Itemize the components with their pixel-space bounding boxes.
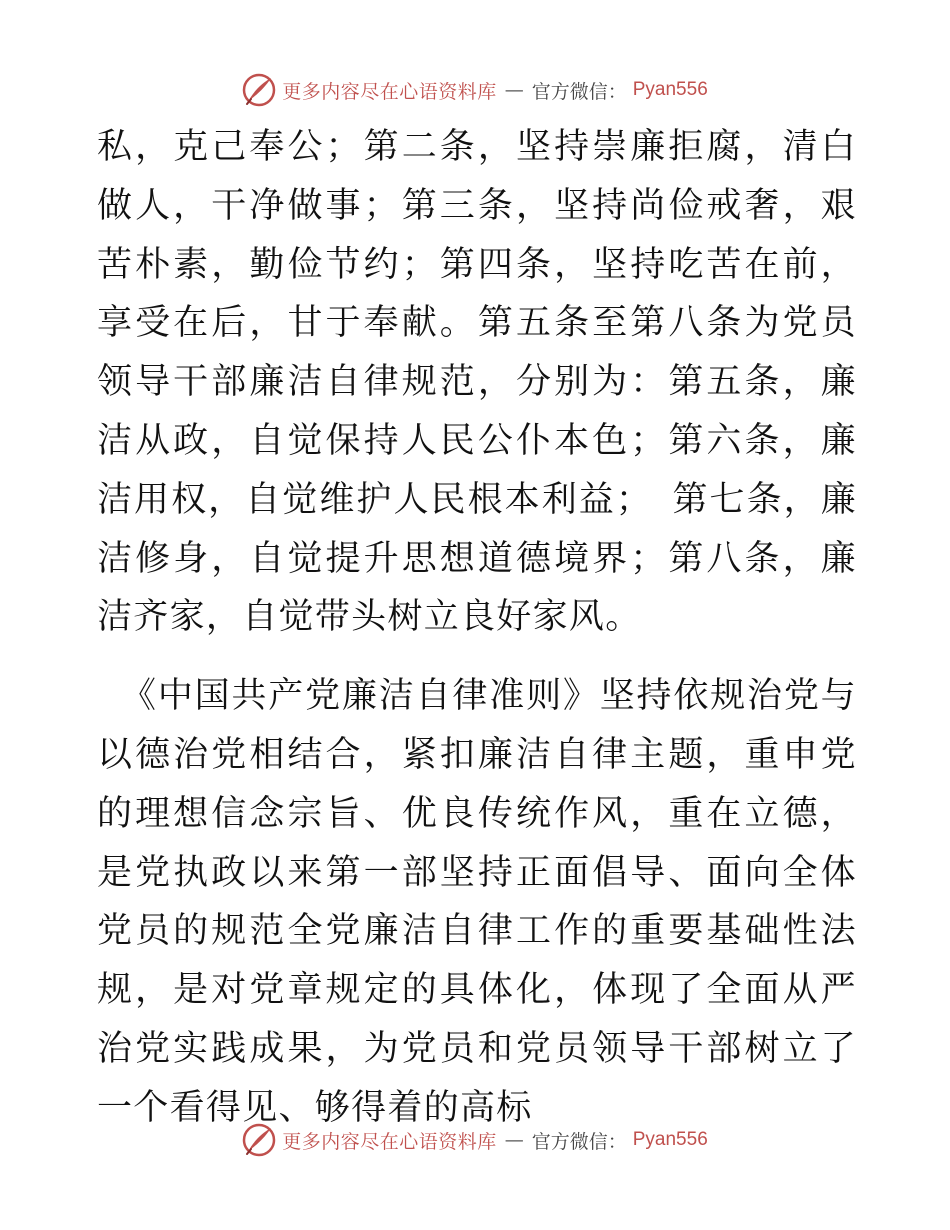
header-banner-dash: — [504,79,524,101]
footer-wechat-id: Pyan556 [632,1129,708,1150]
header-wechat-id: Pyan556 [632,79,708,100]
footer-wechat-label: 官方微信： [531,1130,627,1153]
header-banner [0,70,950,110]
quill-pen-logo-icon [242,73,276,107]
quill-pen-logo-icon [242,1123,276,1157]
header-banner-text: 更多内容尽在心语资料库 [282,80,497,103]
footer-banner-dash: — [504,1129,524,1151]
body-paragraph-2: 《中国共产党廉洁自律准则》坚持依规治党与以德治党相结合，紧扣廉洁自律主题，重申党的理想信念宗旨、优良传统作风，重在立德，是党执政以来第一部坚持正面倡导、面向全体党员的规范全党廉洁自律工作的重要基础性法规，是对党章规定的具体化，体现了全面从严治党实践成果，为党员和党员领导干部树立了一个看得见、够得着的高标 [97,676,857,1128]
footer-banner-text: 更多内容尽在心语资料库 [282,1130,497,1153]
body-paragraph-1: 私，克己奉公；第二条，坚持崇廉拒腐，清白做人，干净做事；第三条，坚持尚俭戒奢，艰苦朴素，勤俭节约；第四条，坚持吃苦在前，享受在后，甘于奉献。第五条至第八条为党员领导干部廉洁自律规范，分别为：第五条，廉洁从政，自觉保持人民公仆本色；第六条，廉洁用权，自觉维护人民根本利益； 第七条，廉洁修身，自觉提升思想道德境界；第八条，廉洁齐家，自觉带头树立良好家风。 [97,127,857,638]
footer-banner [0,1120,950,1160]
header-wechat-label: 官方微信： [531,80,627,103]
document-body [97,118,857,1138]
